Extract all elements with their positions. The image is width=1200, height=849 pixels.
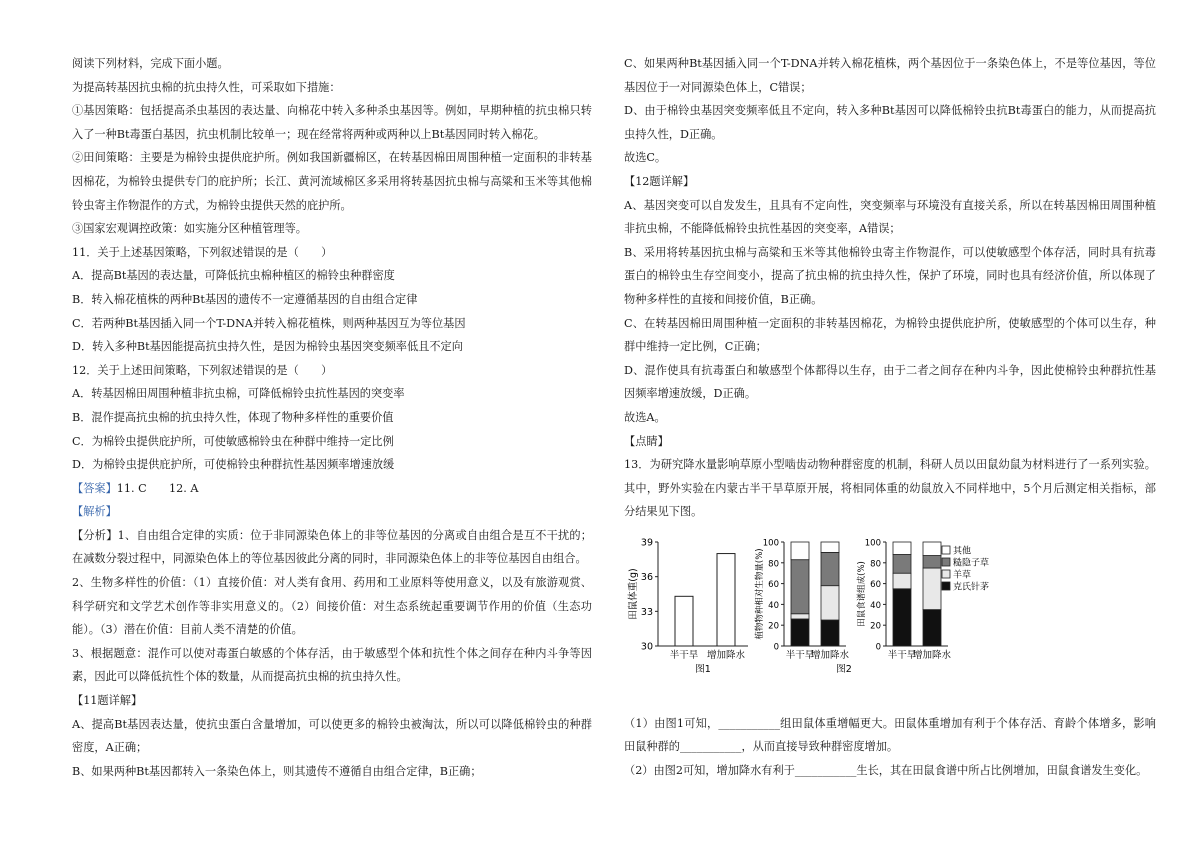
fig2-bar-segment	[893, 589, 911, 646]
right-column-text-top	[624, 52, 1156, 524]
paragraph: C、如果两种Bt基因插入同一个T-DNA并转入棉花植株，两个基因位于一条染色体上，不是等位基因，等位基因位于一对同源染色体上，C错误；	[624, 57, 1156, 94]
paragraph: 阅读下列材料，完成下面小题。	[72, 57, 229, 70]
fig1-y-tick-label: 36	[640, 572, 653, 584]
fig2-bar-segment	[821, 586, 839, 620]
paragraph: D．转入多种Bt基因能提高抗虫持久性，是因为棉铃虫基因突变频率低且不定向	[72, 340, 463, 354]
fig2-y-tick-label: 80	[870, 559, 881, 570]
fig2-legend-label: 克氏针茅	[953, 582, 990, 593]
fig2-legend-label: 其他	[953, 546, 972, 557]
paragraph: 故选A。	[624, 410, 666, 424]
fig1-y-tick-label: 33	[640, 606, 653, 618]
fig2-legend-swatch	[942, 558, 950, 566]
fig2-bar-segment	[821, 552, 839, 585]
paragraph: C．为棉铃虫提供庇护所，可使敏感棉铃虫在种群中维持一定比例	[72, 434, 394, 448]
paragraph: D、由于棉铃虫基因突变频率低且不定向，转入多种Bt基因可以降低棉铃虫抗Bt毒蛋白的能力，从而提高抗虫持久性，D正确。	[624, 104, 1156, 141]
paragraph: B．混作提高抗虫棉的抗虫持久性，体现了物种多样性的重要价值	[72, 410, 394, 424]
fig2-bar-segment	[821, 542, 839, 552]
fig2-x-tick-label: 半干旱	[887, 649, 917, 661]
paragraph: C．若两种Bt基因插入同一个T-DNA并转入棉花植株，则两种基因互为等位基因	[72, 316, 466, 330]
fig2-y-tick-label: 0	[875, 642, 881, 653]
fig2-legend-swatch	[942, 582, 950, 590]
paragraph: ①基因策略：包括提高杀虫基因的表达量、向棉花中转入多种杀虫基因等。例如，早期种植的抗虫棉只转入了一种Bt毒蛋白基因，抗虫机制比较单一；现在经常将两种或两种以上Bt基因同时转入棉花。	[72, 104, 592, 141]
fig2-x-tick-label: 半干旱	[785, 649, 815, 661]
paragraph: A、基因突变可以自发发生，且具有不定向性，突变频率与环境没有直接关系，所以在转基因棉田周围种植非抗虫棉，不能降低棉铃虫抗性基因的突变率，A错误；	[624, 198, 1156, 236]
fig2-bar-segment	[821, 620, 839, 646]
fig1-y-tick-label: 30	[640, 641, 653, 653]
fig2-y-tick-label: 0	[773, 642, 779, 653]
paragraph: （2）由图2可知，增加降水有利于___________生长，其在田鼠食谱中所占比例增加，田鼠食谱发生变化。	[624, 764, 1148, 778]
fig2-legend-swatch	[942, 546, 950, 554]
fig2-bar-segment	[791, 614, 809, 619]
fig1-x-tick-label: 半干旱	[669, 649, 699, 661]
fig2-y-tick-label: 20	[768, 621, 779, 632]
answer-line	[72, 477, 592, 501]
paragraph: D、混作使具有抗毒蛋白和敏感型个体都得以生存，由于二者之间存在种内斗争，因此使棉铃虫种群抗性基因频率增速放缓，D正确。	[624, 363, 1156, 401]
fig2-legend-label: 羊草	[953, 570, 972, 581]
fig2-y-tick-label: 20	[870, 621, 881, 632]
paragraph: ③国家宏观调控政策：如实施分区种植管理等。	[72, 222, 307, 236]
fig2-y-tick-label: 40	[870, 600, 881, 611]
fig2-bar-segment	[893, 542, 911, 554]
fig2-x-tick-label: 增加降水	[810, 649, 850, 661]
fig2-legend-label: 糙隐子草	[953, 558, 990, 569]
paragraph: 3、根据题意：混作可以使对毒蛋白敏感的个体存活，由于敏感型个体和抗性个体之间存在种内斗争等因素，因此可以降低抗性个体的数量，从而提高抗虫棉的抗虫持久性。	[72, 646, 592, 684]
paragraph: 13．为研究降水量影响草原小型啮齿动物种群密度的机制，科研人员以田鼠幼鼠为材料进行了一系列实验。其中，野外实验在内蒙古半干旱草原开展，将相同体重的幼鼠放入不同样地中，5个月后测定相关指标，部分结果见下图。	[624, 458, 1156, 519]
fig2-y-tick-label: 60	[870, 579, 881, 590]
fig2-bar-segment	[923, 568, 941, 610]
paragraph: 11．关于上述基因策略，下列叙述错误的是（ ）	[72, 245, 333, 259]
fig1-y-tick-label: 39	[640, 537, 653, 549]
figure-13-charts	[624, 526, 1156, 712]
left-column	[72, 52, 592, 783]
right-column-text-bottom	[624, 712, 1156, 783]
paragraph: 为提高转基因抗虫棉的抗虫持久性，可采取如下措施：	[72, 80, 341, 94]
answer-value: 11. C 12. A	[116, 481, 199, 495]
paragraph: A．提高Bt基因的表达量，可降低抗虫棉种植区的棉铃虫种群密度	[72, 269, 395, 283]
fig2-bar-segment	[923, 609, 941, 645]
fig2-bar-segment	[923, 555, 941, 567]
fig2-caption: 图2	[836, 663, 852, 675]
paragraph: B．转入棉花植株的两种Bt基因的遗传不一定遵循基因的自由组合定律	[72, 292, 418, 306]
paragraph: A、提高Bt基因表达量，使抗虫蛋白含量增加，可以使更多的棉铃虫被淘汰，所以可以降低棉铃虫的种群密度，A正确；	[72, 717, 592, 755]
fig1-x-tick-label: 增加降水	[706, 649, 746, 661]
answer-label: 【答案】	[72, 481, 117, 495]
paragraph: （1）由图1可知，___________组田鼠体重增幅更大。田鼠体重增加有利于个体存活、育龄个体增多，影响田鼠种群的___________，从而直接导致种群密度增加。	[624, 716, 1156, 754]
fig2-bar-segment	[791, 560, 809, 614]
paragraph: 2、生物多样性的价值：（1）直接价值：对人类有食用、药用和工业原料等使用意义，以及有旅游观赏、科学研究和文学艺术创作等非实用意义的。（2）间接价值：对生态系统起重要调节作用的价值（生态功能）。（3）潜在价值：目前人类不清楚的价值。	[72, 576, 592, 637]
fig2-y-tick-label: 40	[768, 600, 779, 611]
fig2-x-tick-label: 增加降水	[912, 649, 952, 661]
paragraph: A．转基因棉田周围种植非抗虫棉，可降低棉铃虫抗性基因的突变率	[72, 387, 405, 401]
analysis-heading: 【解析】	[72, 505, 117, 519]
fig2-bar-segment	[923, 542, 941, 556]
fig1-y-axis-label: 田鼠体重(g)	[628, 568, 639, 620]
fig2-y-tick-label: 100	[864, 538, 881, 549]
paragraph: ②田间策略：主要是为棉铃虫提供庇护所。例如我国新疆棉区，在转基因棉田周围种植一定面积的非转基因棉花，为棉铃虫提供专门的庇护所；长江、黄河流域棉区多采用将转基因抗虫棉与高粱和玉米等其他棉铃虫寄主作物混作的方式，为棉铃虫提供天然的庇护所。	[72, 151, 592, 212]
fig2-y-axis-label: 田鼠食谱组成(%)	[857, 561, 867, 627]
fig2-y-tick-label: 80	[768, 559, 779, 570]
fig2-legend-swatch	[942, 570, 950, 578]
fig2-bar-segment	[791, 542, 809, 560]
fig2-y-axis-label: 植物物种相对生物量(%)	[755, 548, 765, 640]
fig2-y-tick-label: 100	[762, 538, 779, 549]
fig1-bar	[675, 596, 693, 646]
right-column	[624, 52, 1156, 783]
paragraph: 【点睛】	[624, 434, 669, 448]
paragraph: C、在转基因棉田周围种植一定面积的非转基因棉花，为棉铃虫提供庇护所，使敏感型的个体可以生存，种群中维持一定比例，C正确；	[624, 316, 1156, 354]
fig2-y-tick-label: 60	[768, 579, 779, 590]
paragraph: D．为棉铃虫提供庇护所，可使棉铃虫种群抗性基因频率增速放缓	[72, 458, 395, 472]
paragraph: B、如果两种Bt基因都转入一条染色体上，则其遗传不遵循自由组合定律，B正确；	[72, 764, 482, 778]
paragraph: 【12题详解】	[624, 174, 695, 188]
paragraph: 故选C。	[624, 151, 667, 165]
paragraph: B、采用将转基因抗虫棉与高粱和玉米等其他棉铃虫寄主作物混作，可以使敏感型个体存活，同时具有抗毒蛋白的棉铃虫生存空间变小，提高了抗虫棉的抗虫持久性，保护了环境，同时也具有经济价值，所以体现了物种多样性的直接和间接价值，B正确。	[624, 245, 1156, 306]
fig2-bar-segment	[791, 619, 809, 646]
paragraph: 【分析】1、自由组合定律的实质：位于非同源染色体上的非等位基因的分离或自由组合是互不干扰的；在减数分裂过程中，同源染色体上的等位基因彼此分离的同时，非同源染色体上的非等位基因自由组合。	[72, 528, 592, 566]
fig2-bar-segment	[893, 554, 911, 573]
paragraph: 12．关于上述田间策略，下列叙述错误的是（ ）	[72, 363, 333, 377]
fig1-bar	[717, 553, 735, 645]
paragraph: 【11题详解】	[72, 694, 143, 708]
fig2-bar-segment	[893, 573, 911, 589]
fig1-caption: 图1	[695, 663, 711, 675]
figure-13	[624, 526, 1156, 712]
